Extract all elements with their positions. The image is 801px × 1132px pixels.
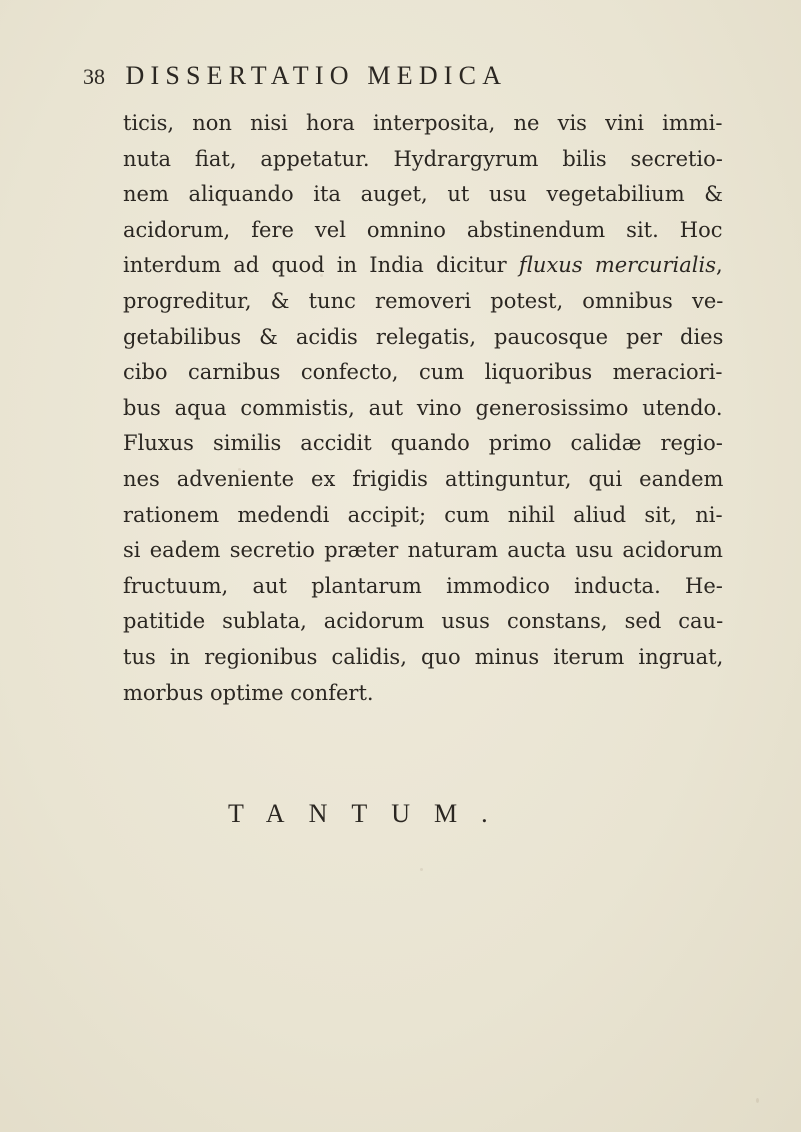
text-line: bus aqua commistis, aut vino generosissimo utendo. bbox=[123, 395, 723, 420]
text-line: rationem medendi accipit; cum nihil aliud sit, ni- bbox=[123, 502, 723, 527]
text-line: getabilibus & acidis relegatis, paucosque per dies bbox=[123, 324, 723, 349]
italic-term: fluxus mercurialis bbox=[518, 253, 716, 278]
text-line: progreditur, & tunc removeri potest, omnibus ve- bbox=[123, 288, 723, 313]
text-line-with-italic bbox=[123, 248, 723, 284]
text-line: si eadem secretio præter naturam aucta usu acidorum bbox=[123, 538, 723, 563]
body-paragraph bbox=[123, 106, 723, 711]
page-number: 38 bbox=[83, 64, 105, 89]
text-line: Fluxus similis accidit quando primo calidæ regio- bbox=[123, 431, 723, 456]
running-title: DISSERTATIO MEDICA bbox=[125, 61, 508, 90]
text-line: nem aliquando ita auget, ut usu vegetabilium & bbox=[123, 182, 723, 207]
text-line: cibo carnibus confecto, cum liquoribus meraciori- bbox=[123, 360, 723, 385]
text-line: tus in regionibus calidis, quo minus iterum ingruat, bbox=[123, 644, 723, 669]
paper-blemish bbox=[756, 1098, 759, 1103]
text-segment: , bbox=[716, 253, 723, 278]
finis-word: TANTUM. bbox=[228, 799, 512, 828]
paper-blemish bbox=[420, 868, 423, 871]
text-segment: interdum ad quod in India dicitur bbox=[123, 253, 507, 278]
running-header bbox=[83, 56, 703, 96]
text-line: nuta fiat, appetatur. Hydrargyrum bilis secretio- bbox=[123, 146, 723, 171]
text-line: patitide sublata, acidorum usus constans, sed cau- bbox=[123, 609, 723, 634]
text-line: acidorum, fere vel omnino abstinendum sit. Hoc bbox=[123, 217, 723, 242]
text-line: morbus optime confert. bbox=[123, 680, 374, 705]
text-line: ticis, non nisi hora interposita, ne vis vini immi- bbox=[123, 111, 723, 135]
text-line: fructuum, aut plantarum immodico inducta. He- bbox=[123, 573, 723, 598]
text-line: nes adveniente ex frigidis attinguntur, qui eandem bbox=[123, 466, 723, 491]
